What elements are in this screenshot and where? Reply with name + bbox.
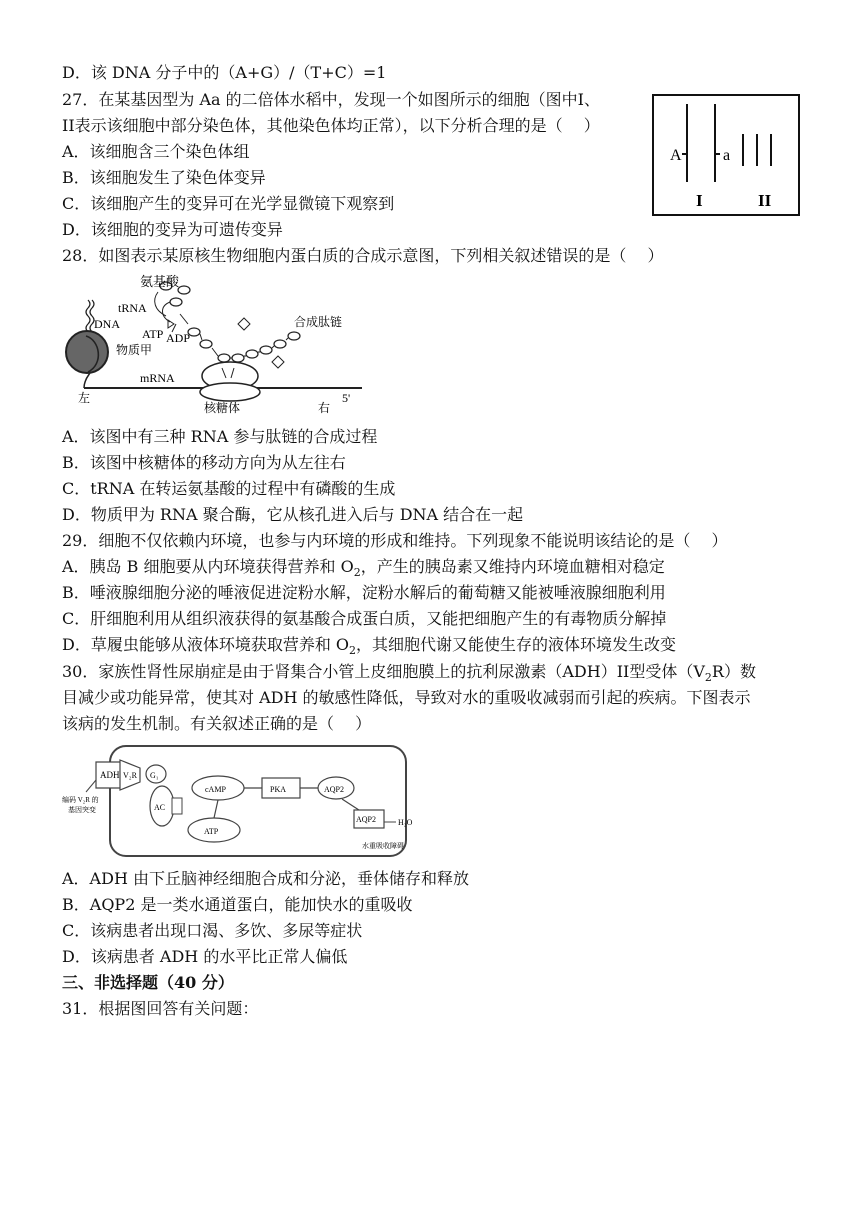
allele-a-label: a <box>723 147 731 164</box>
aqp2-top-label: AQP2 <box>324 785 345 794</box>
dna-label: DNA <box>94 317 120 331</box>
q30-option-b: B．AQP2 是一类水通道蛋白，能加快水的重吸收 <box>62 895 413 914</box>
q30-option-d: D．该病患者 ADH 的水平比正常人偏低 <box>62 947 348 966</box>
five-prime-label: 5' <box>342 391 351 405</box>
mutation-label-2: 基因突变 <box>68 806 96 814</box>
ac-label: AC <box>154 803 166 812</box>
chromosome-II-label: II <box>758 191 772 210</box>
q30-option-c: C．该病患者出现口渴、多饮、多尿等症状 <box>62 921 363 940</box>
camp-label: cAMP <box>205 785 226 794</box>
q27-option-b: B．该细胞发生了染色体变异 <box>62 168 266 187</box>
aqp2-bottom-label: AQP2 <box>356 815 377 824</box>
q29-option-d: D．草履虫能够从液体环境获取营养和 $O_2$，其细胞代谢又能使生存的液体环境发生改变 <box>62 635 677 658</box>
v2r-label: V₂R <box>123 771 137 780</box>
adh-mechanism-figure <box>62 740 424 864</box>
left-label: 左 <box>78 391 91 405</box>
q29-option-a: A．胰岛 B 细胞要从内环境获得营养和 $O_2$，产生的胰岛素又维持内环境血糖相对稳定 <box>62 557 665 580</box>
peptide-label: 合成肽链 <box>294 315 343 329</box>
q30-stem-line1: 30．家族性肾性尿崩症是由于肾集合小管上皮细胞膜上的抗利尿激素（ADH）II型受体$(V_2R)$数 <box>62 662 756 685</box>
chromosome-I-label: I <box>696 191 703 210</box>
q30-option-a: A．ADH 由下丘脑神经细胞合成和分泌，垂体储存和释放 <box>62 869 469 888</box>
ribosome-label: 核糖体 <box>204 401 241 415</box>
mrna-label: mRNA <box>140 371 175 385</box>
atp-label: ATP <box>204 827 219 836</box>
q29-option-c: C．肝细胞利用从组织液获得的氨基酸合成蛋白质，又能把细胞产生的有毒物质分解掉 <box>62 609 667 628</box>
atp-label: ATP <box>142 327 164 341</box>
trna-label: tRNA <box>118 301 147 315</box>
q28-option-a: A．该图中有三种 RNA 参与肽链的合成过程 <box>62 427 378 446</box>
substance-label: 物质甲 <box>116 343 153 357</box>
section-3-title: 三、非选择题（40 分） <box>62 973 234 992</box>
pka-label: PKA <box>270 785 287 794</box>
disorder-label: 水重吸收障碍 <box>362 842 404 850</box>
protein-synthesis-figure <box>62 270 362 418</box>
amino-acid-label: 氨基酸 <box>140 274 180 289</box>
q27-stem-line1: 27．在某基因型为 Aa 的二倍体水稻中，发现一个如图所示的细胞（图中I、 <box>62 90 600 109</box>
adp-label: ADP <box>166 331 191 345</box>
q28-stem: 28．如图表示某原核生物细胞内蛋白质的合成示意图，下列相关叙述错误的是（ ） <box>62 246 664 265</box>
q31-stem: 31．根据图回答有关问题： <box>62 999 259 1018</box>
q27-option-c: C．该细胞产生的变异可在光学显微镜下观察到 <box>62 194 395 213</box>
q30-stem-line3: 该病的发生机制。有关叙述正确的是（ ） <box>62 714 372 733</box>
q28-option-b: B．该图中核糖体的移动方向为从左往右 <box>62 453 346 472</box>
q26-option-d: D．该 DNA 分子中的（A+G）/（T+C）=1 <box>62 63 387 82</box>
adh-label: ADH <box>100 770 120 780</box>
q29-option-b: B．唾液腺细胞分泌的唾液促进淀粉水解，淀粉水解后的葡萄糖又能被唾液腺细胞利用 <box>62 583 666 602</box>
q27-option-a: A．该细胞含三个染色体组 <box>62 142 250 161</box>
g-protein-label: G₁ <box>150 771 159 780</box>
water-label: H₂O <box>398 818 413 827</box>
q28-option-d: D．物质甲为 RNA 聚合酶，它从核孔进入后与 DNA 结合在一起 <box>62 505 524 524</box>
q28-option-c: C．tRNA 在转运氨基酸的过程中有磷酸的生成 <box>62 479 396 498</box>
q29-stem: 29．细胞不仅依赖内环境，也参与内环境的形成和维持。下列现象不能说明该结论的是（ ） <box>62 531 728 550</box>
allele-A-label: A <box>670 147 682 164</box>
right-label: 右 <box>318 401 331 415</box>
chromosome-figure <box>652 94 800 216</box>
q27-option-d: D．该细胞的变异为可遗传变异 <box>62 220 283 239</box>
mutation-label-1: 编码 V₂R 的 <box>62 796 99 804</box>
q27-stem-line2: II表示该细胞中部分染色体，其他染色体均正常），以下分析合理的是（ ） <box>62 116 600 135</box>
q30-stem-line2: 目减少或功能异常，使其对 ADH 的敏感性降低，导致对水的重吸收减弱而引起的疾病。下图表示 <box>62 688 751 707</box>
